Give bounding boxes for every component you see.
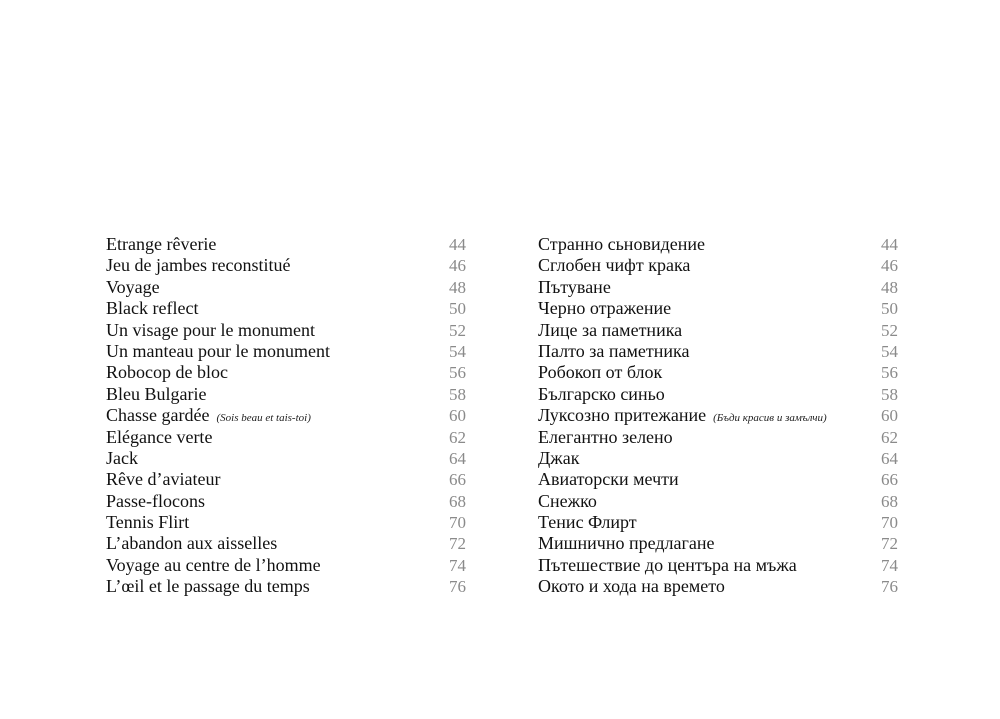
- toc-entry: [538, 320, 898, 341]
- toc-entry-page-number: 66: [881, 470, 898, 490]
- toc-entry-title: Tennis Flirt: [106, 512, 190, 533]
- toc-entry-label: [538, 555, 797, 576]
- toc-entry: [106, 512, 466, 533]
- toc-entry: [538, 555, 898, 576]
- toc-entry-title: Rêve d’aviateur: [106, 469, 221, 490]
- toc-entry-page-number: 58: [449, 384, 466, 404]
- toc-entry-page-number: 50: [881, 299, 898, 319]
- toc-entry-page-number: 50: [449, 299, 466, 319]
- toc-entry-page-number: 60: [881, 406, 898, 426]
- toc-entry: [106, 320, 466, 341]
- toc-entry-label: [538, 512, 637, 533]
- toc-entry-label: [538, 277, 611, 298]
- toc-entry-title: Сглобен чифт крака: [538, 255, 691, 276]
- toc-entry-label: [538, 320, 682, 341]
- toc-entry-page-number: 64: [449, 448, 466, 468]
- toc-entry-title: L’œil et le passage du temps: [106, 576, 310, 597]
- toc-entry-title: Elégance verte: [106, 426, 213, 447]
- toc-entry-title: L’abandon aux aisselles: [106, 533, 278, 554]
- toc-entry-label: [538, 234, 705, 255]
- toc-entry-page-number: 66: [449, 470, 466, 490]
- toc-entry-title: Елегантно зелено: [538, 426, 673, 447]
- toc-entry-page-number: 72: [449, 534, 466, 554]
- toc-entry-title: Черно отражение: [538, 298, 672, 319]
- toc-entry-title: Лице за паметника: [538, 319, 683, 340]
- toc-entry-page-number: 54: [881, 341, 898, 361]
- toc-entry-page-number: 56: [881, 363, 898, 383]
- toc-entry-title: Окото и хода на времето: [538, 576, 725, 597]
- toc-entry-page-number: 64: [881, 448, 898, 468]
- toc-entry: [538, 469, 898, 490]
- toc-entry-page-number: 48: [449, 277, 466, 297]
- toc-entry: [538, 491, 898, 512]
- toc-entry: [106, 298, 466, 319]
- toc-entry: [538, 512, 898, 533]
- toc-entry-title: Тенис Флирт: [538, 512, 637, 533]
- toc-entry-page-number: 72: [881, 534, 898, 554]
- toc-entry: [106, 362, 466, 383]
- toc-entry: [538, 427, 898, 448]
- toc-entry: [106, 469, 466, 490]
- toc-entry-label: [106, 448, 138, 469]
- toc-entry-page-number: 74: [881, 555, 898, 575]
- toc-entry-page-number: 46: [881, 256, 898, 276]
- toc-entry-label: [106, 533, 277, 554]
- toc-entry-label: [538, 298, 671, 319]
- toc-entry-page-number: 60: [449, 406, 466, 426]
- toc-entry-title: Jack: [106, 447, 138, 468]
- toc-entry-page-number: 52: [449, 320, 466, 340]
- toc-entry: [106, 555, 466, 576]
- toc-entry-label: [538, 255, 690, 276]
- toc-column-bulgarian: [538, 234, 898, 598]
- toc-entry-title: Chasse gardée: [106, 405, 210, 426]
- toc-entry-title: Авиаторски мечти: [538, 469, 679, 490]
- toc-entry: [538, 405, 898, 426]
- toc-entry-label: [106, 469, 220, 490]
- toc-entry: [538, 533, 898, 554]
- toc-entry-label: [106, 491, 205, 512]
- toc-entry: [538, 362, 898, 383]
- toc-entry-label: [106, 384, 206, 405]
- toc-entry-page-number: 62: [881, 427, 898, 447]
- toc-entry-label: [106, 320, 315, 341]
- toc-entry-page-number: 56: [449, 363, 466, 383]
- toc-entry-title: Robocop de bloc: [106, 362, 228, 383]
- toc-entry-label: [538, 533, 714, 554]
- toc-entry: [106, 255, 466, 276]
- toc-column-french: [106, 234, 466, 598]
- toc-entry-label: [106, 298, 198, 319]
- toc-entry: [538, 255, 898, 276]
- toc-entry-label: [106, 255, 290, 276]
- toc-entry: [106, 491, 466, 512]
- toc-entry-title: Un visage pour le monument: [106, 319, 315, 340]
- toc-entry-title: Българско синьо: [538, 383, 665, 404]
- toc-entry: [538, 341, 898, 362]
- toc-entry-title: Снежко: [538, 490, 597, 511]
- toc-entry-page-number: 62: [449, 427, 466, 447]
- toc-entry-title: Etrange rêverie: [106, 234, 217, 254]
- toc-entry-label: [538, 448, 579, 469]
- toc-entry-label: [538, 427, 673, 448]
- toc-entry-title: Луксозно притежание: [538, 405, 707, 426]
- toc-entry: [106, 384, 466, 405]
- toc-entry-label: [538, 491, 597, 512]
- toc-entry-page-number: 58: [881, 384, 898, 404]
- toc-entry-page-number: 52: [881, 320, 898, 340]
- toc-entry-title: Пътешествие до центъра на мъжа: [538, 554, 797, 575]
- toc-entry-title: Passe-flocons: [106, 490, 205, 511]
- toc-entry-label: [106, 277, 160, 298]
- toc-entry-label: [106, 576, 310, 597]
- toc-entry-title: Bleu Bulgarie: [106, 383, 207, 404]
- toc-entry-title: Black reflect: [106, 298, 199, 319]
- toc-entry-label: [106, 512, 189, 533]
- toc-entry-page-number: 68: [449, 491, 466, 511]
- toc-entry: [106, 405, 466, 426]
- toc-entry-title: Пътуване: [538, 276, 611, 297]
- toc-entry-title: Un manteau pour le monument: [106, 340, 330, 361]
- toc-entry-label: [106, 234, 216, 255]
- toc-entry-page-number: 70: [881, 513, 898, 533]
- toc-entry-label: [106, 555, 321, 576]
- toc-entry: [538, 277, 898, 298]
- toc-entry-title: Voyage au centre de l’homme: [106, 554, 321, 575]
- toc-entry-label: [106, 341, 330, 362]
- toc-entry-page-number: 74: [449, 555, 466, 575]
- toc-entry-title: Jeu de jambes reconstitué: [106, 255, 291, 276]
- toc-entry-label: [538, 576, 725, 597]
- toc-entry: [106, 341, 466, 362]
- toc-entry: [106, 277, 466, 298]
- toc-entry-page-number: 68: [881, 491, 898, 511]
- toc-entry-label: [538, 384, 665, 405]
- toc-entry: [106, 234, 466, 255]
- toc-entry-title: Джак: [538, 447, 580, 468]
- toc-entry-page-number: 44: [449, 235, 466, 254]
- toc-entry-label: [106, 362, 228, 383]
- toc-entry-page-number: 76: [881, 577, 898, 597]
- toc-entry-label: [538, 469, 679, 490]
- toc-entry-subtitle: (Sois beau et tais-toi): [216, 412, 311, 425]
- toc-entry-page-number: 44: [881, 235, 898, 254]
- toc-entry-label: [106, 427, 212, 448]
- toc-entry-title: Мишнично предлагане: [538, 533, 715, 554]
- toc-entry: [538, 234, 898, 255]
- toc-entry-page-number: 46: [449, 256, 466, 276]
- toc-entry: [106, 533, 466, 554]
- toc-entry: [538, 384, 898, 405]
- toc-entry-label: [538, 362, 662, 383]
- toc-entry: [538, 448, 898, 469]
- toc-entry-subtitle: (Бъди красив и замълчи): [713, 412, 827, 425]
- toc-entry-title: Палто за паметника: [538, 340, 690, 361]
- toc-entry-page-number: 70: [449, 513, 466, 533]
- toc-entry-label: [538, 341, 689, 362]
- toc-entry-page-number: 76: [449, 577, 466, 597]
- toc-entry: [106, 427, 466, 448]
- toc-entry-title: Voyage: [106, 276, 160, 297]
- toc-entry-title: Странно сьновидение: [538, 234, 705, 254]
- toc-entry-title: Робокоп от блок: [538, 362, 663, 383]
- toc-entry-page-number: 54: [449, 341, 466, 361]
- toc-entry: [538, 576, 898, 597]
- toc-entry-page-number: 48: [881, 277, 898, 297]
- toc-entry: [106, 448, 466, 469]
- toc-entry: [538, 298, 898, 319]
- toc-entry: [106, 576, 466, 597]
